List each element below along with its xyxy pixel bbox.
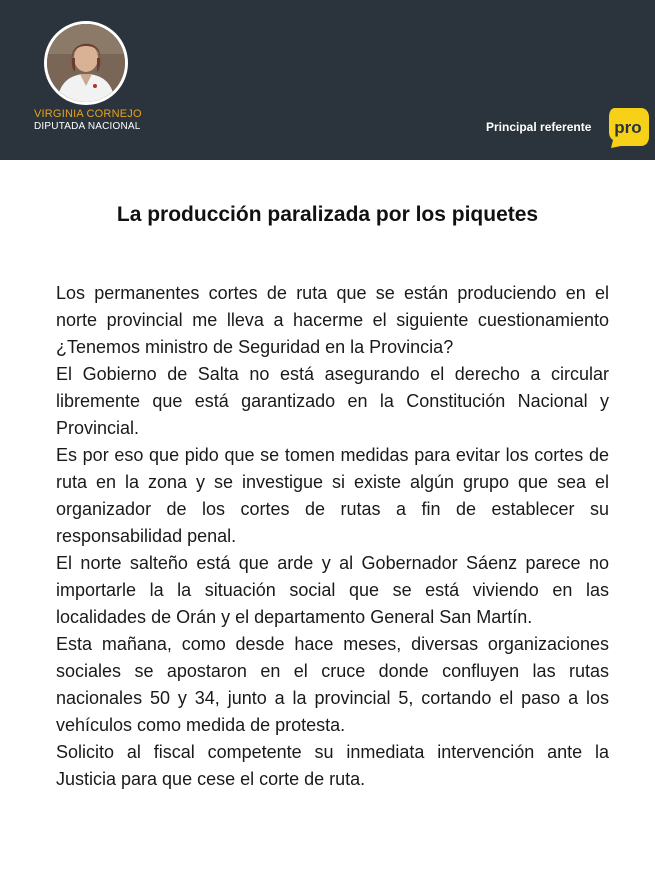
paragraph: El Gobierno de Salta no está asegurando el derecho a circular libremente que está garantizado en la Constitución Nacional y Provincial. (56, 364, 609, 438)
paragraph: El norte salteño está que arde y al Gobernador Sáenz parece no importarle la la situación social que se está viviendo en las localidades de Orán y el departamento General San Martín. (56, 553, 609, 627)
header-banner (0, 0, 655, 160)
paragraph: Es por eso que pido que se tomen medidas para evitar los cortes de ruta en la zona y se investigue si existe algún grupo que sea el organizador de los cortes de rutas a fin de establecer su responsabilidad penal. (56, 445, 609, 546)
pro-logo-icon (607, 106, 649, 148)
author-name: VIRGINIA CORNEJO (34, 108, 142, 120)
paragraph: Solicito al fiscal competente su inmediata intervención ante la Justicia para que cese el corte de ruta. (56, 742, 609, 789)
author-role: DIPUTADA NACIONAL (34, 121, 141, 132)
document-body (56, 280, 609, 793)
paragraph: Los permanentes cortes de ruta que se están produciendo en el norte provincial me lleva a hacerme el siguiente cuestionamiento ¿Tenemos ministro de Seguridad en la Provincia? (56, 283, 609, 357)
avatar (44, 21, 128, 105)
page-title: La producción paralizada por los piquetes (116, 203, 539, 226)
referent-label: Principal referente (486, 120, 592, 134)
pro-logo-text: pro (614, 118, 642, 137)
paragraph: Esta mañana, como desde hace meses, diversas organizaciones sociales se apostaron en el cruce donde confluyen las rutas nacionales 50 y 34, junto a la provincial 5, cortando el paso a los vehículos como medida de protesta. (56, 634, 609, 735)
pro-party-logo (607, 106, 649, 148)
portrait-photo-icon (47, 24, 125, 102)
